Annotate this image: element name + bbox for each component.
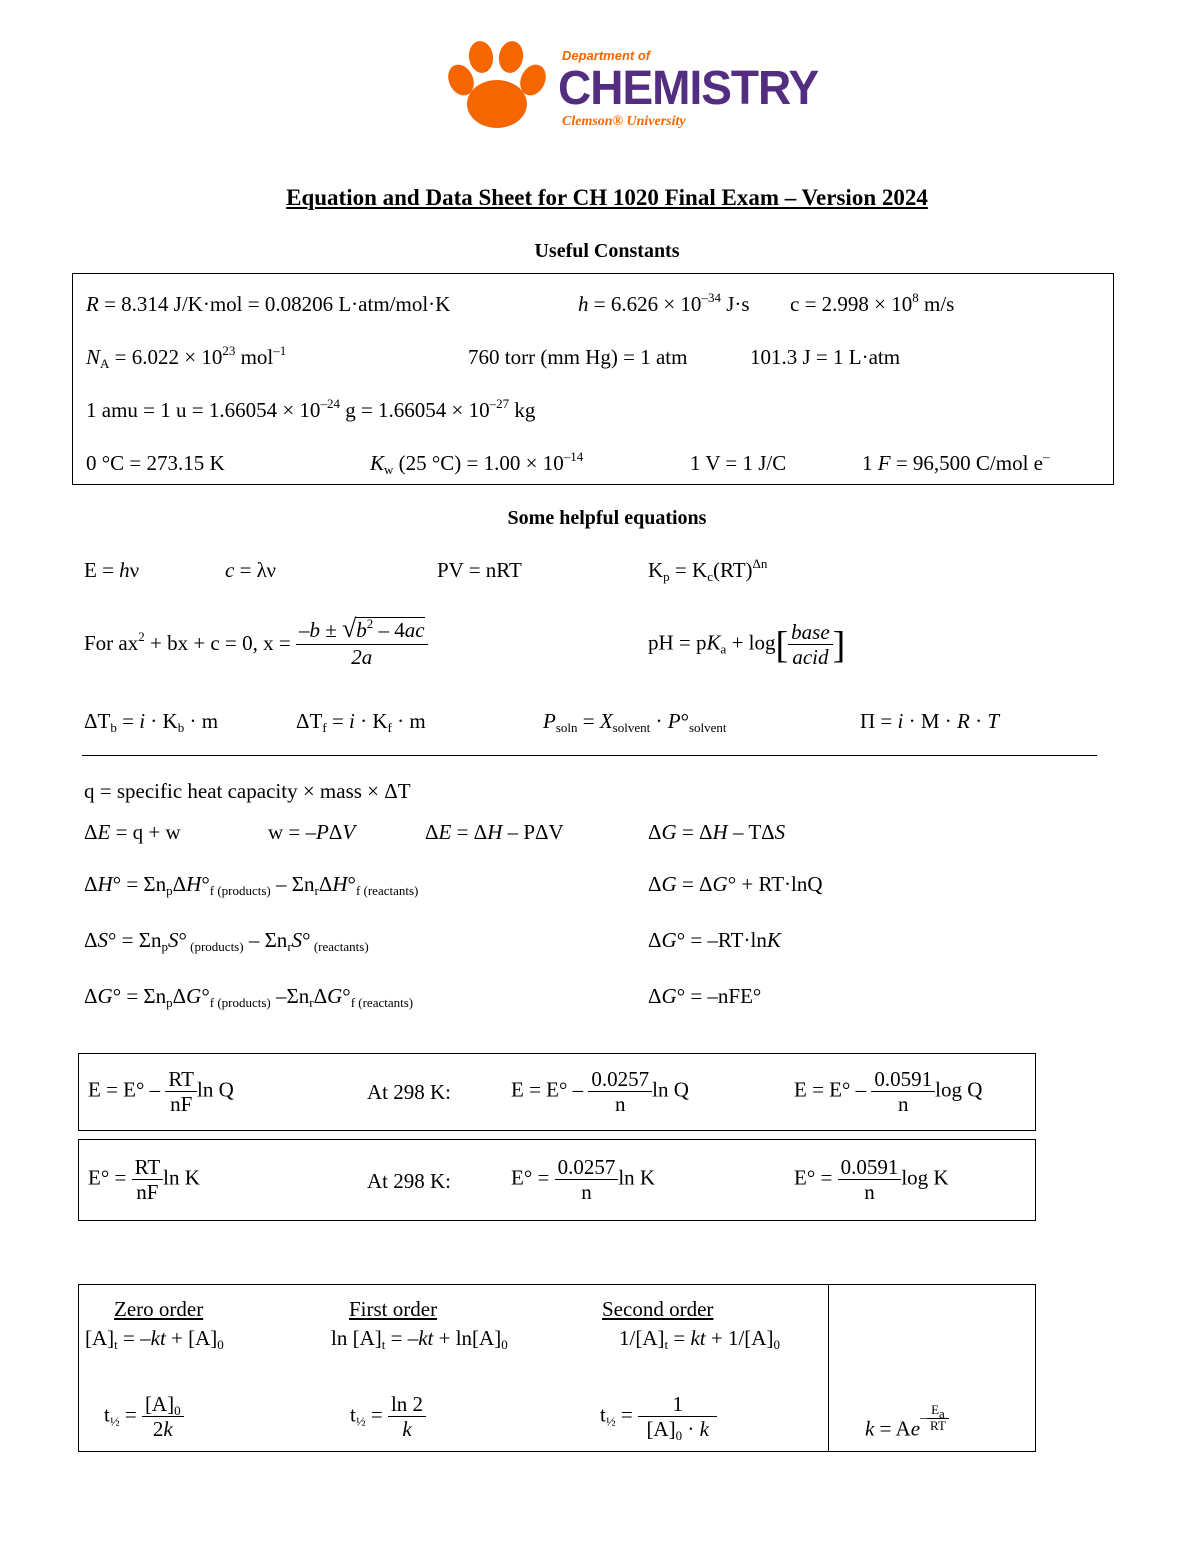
arrhenius-eq: k = Ae– $\frac{E_a}{RT}$: [865, 1403, 949, 1442]
faraday-constant: 1 F = 96,500 C/mol e–: [862, 449, 1050, 475]
boiling-point-elevation-eq: $\Delta T_b = i \cdot K_b \cdot m$: [84, 709, 219, 735]
standard-emf-at298-label: At 298 K:: [367, 1169, 451, 1193]
freezing-point-depression-eq: $\Delta T_f = i \cdot K_f \cdot m$: [296, 709, 426, 735]
first-order-label: First order: [349, 1297, 438, 1321]
standard-emf-eq: E° = $\frac{RT}{nF}$ ln K: [88, 1155, 200, 1205]
speed-of-light: $c = 2.998 \times 10^8$ m/s: [790, 290, 955, 316]
department-logo: [445, 40, 819, 135]
page-title: Equation and Data Sheet for CH 1020 Final Exam – Version 2024: [286, 185, 928, 210]
raoults-law-eq: $P_{soln} = X_{solvent} \cdot P^\circ_{solvent}$: [543, 709, 727, 735]
nernst-at298-label: At 298 K:: [367, 1080, 451, 1104]
internal-energy-eq: ΔE = q + w: [84, 820, 181, 844]
gibbs-emf-eq: ΔG° = –nFE°: [648, 984, 762, 1008]
first-order-rate-law: $\ln [A]_t = -kt + \ln[A]_0$: [331, 1326, 508, 1352]
avogadro-number: $N_A = 6.022 \times 10^{23}$ mol$^{-1}$: [86, 343, 287, 371]
planck-constant: $h = 6.626 \times 10^{-34}$ J·s: [578, 290, 750, 316]
tiger-paw-icon: [445, 40, 550, 135]
wave-speed-eq: c = λν: [225, 558, 276, 582]
zero-order-half-life: $t_{\frac{1}{2}}$ = $\frac{[A]_0}{2k}$: [104, 1392, 184, 1441]
heat-eq: q = specific heat capacity × mass × ΔT: [84, 779, 411, 803]
second-order-half-life: $t_{\frac{1}{2}}$ = $\frac{1}{[A]_0 \cdot k}$: [600, 1392, 717, 1441]
enthalpy-formation-eq: $\Delta H^\circ = \Sigma n_p\Delta H^\circ_{f (products)} - \Sigma n_r\Delta H^\circ_{f (reactants)}$: [84, 872, 419, 898]
gas-constant: R = 8.314 J/K·mol = 0.08206 L·atm/mol·K: [86, 292, 451, 316]
equations-heading: Some helpful equations: [507, 507, 707, 529]
henderson-hasselbalch-eq: pH = $pK_a + \log$[ $\frac{\text{base}}{\text{acid}}$ ]: [648, 620, 846, 670]
entropy-eq: $\Delta S^\circ = \Sigma n_pS^\circ$ $_{(products)} - \Sigma n_rS^\circ$ $_{(reactants)}$: [84, 928, 369, 954]
kp-kc-eq: $K_p = K_c(RT)^{\Delta n}$: [648, 556, 768, 584]
photon-energy-eq: E = hν: [84, 558, 140, 582]
gibbs-formation-eq: $\Delta G^\circ = \Sigma n_p\Delta G^\circ_{f (products)}$ $-\Sigma n_r\Delta G^\circ_{f (reactants)}$: [84, 984, 414, 1010]
work-eq: w = –PΔV: [268, 820, 356, 844]
water-ion-product: $K_w$ (25 $^\circ C) = 1.00 \times 10^{-14}$: [370, 449, 584, 477]
logo-department-line: Department of: [562, 48, 651, 63]
quadratic-formula: For $ax^2$ + bx + c = 0, x = $\frac{-b \pm √b^2 - 4ac}{2a}$: [84, 614, 428, 669]
zero-order-rate-law: $[A]_t = -kt + [A]_0$: [85, 1326, 224, 1352]
energy-enthalpy-eq: ΔE = ΔH – PΔV: [425, 820, 564, 844]
standard-emf-log-298-eq: E° = $\frac{0.0591}{n}$ log K: [794, 1155, 949, 1205]
second-order-rate-law: $1/[A]_t$ = kt + $1/[A]_0$: [619, 1326, 780, 1352]
torr-conversion: 760 torr (mm Hg) = 1 atm: [468, 345, 688, 369]
volt-definition: 1 V = 1 J/C: [690, 451, 787, 475]
amu-conversion: 1 amu = 1 $u = 1.66054 \times 10^{-24}$ $g = 1.66054 \times 10^{-27}$ kg: [86, 396, 536, 422]
joule-conversion: 101.3 J = 1 L·atm: [750, 345, 901, 369]
constants-heading: Useful Constants: [534, 240, 680, 262]
gibbs-eq: ΔG = ΔH – TΔS: [648, 820, 786, 844]
nernst-log-298-eq: E = E° – $\frac{0.0591}{n}$ log Q: [794, 1067, 983, 1117]
logo-chemistry-wordmark: CHEMISTRY: [558, 59, 819, 115]
zero-order-label: Zero order: [114, 1297, 204, 1321]
gibbs-q-eq: ΔG = ΔG° + RT·lnQ: [648, 872, 823, 896]
first-order-half-life: $t_{\frac{1}{2}}$ = $\frac{\ln 2}{k}$: [350, 1392, 426, 1441]
nernst-general-eq: E = E° – $\frac{RT}{nF}$ ln Q: [88, 1067, 234, 1117]
celsius-kelvin: 0 °C = 273.15 K: [86, 451, 225, 475]
second-order-label: Second order: [602, 1297, 714, 1321]
gibbs-k-eq: ΔG° = –RT·lnK: [648, 928, 781, 952]
osmotic-pressure-eq: Π = i · M · R · T: [860, 709, 1000, 733]
divider-line: [82, 755, 1097, 756]
nernst-ln-298-eq: E = E° – $\frac{0.0257}{n}$ ln Q: [511, 1067, 689, 1117]
logo-university-line: Clemson® University: [562, 114, 686, 129]
standard-emf-ln-298-eq: E° = $\frac{0.0257}{n}$ ln K: [511, 1155, 656, 1205]
kinetics-divider: [828, 1284, 829, 1452]
ideal-gas-eq: PV = nRT: [437, 558, 522, 582]
